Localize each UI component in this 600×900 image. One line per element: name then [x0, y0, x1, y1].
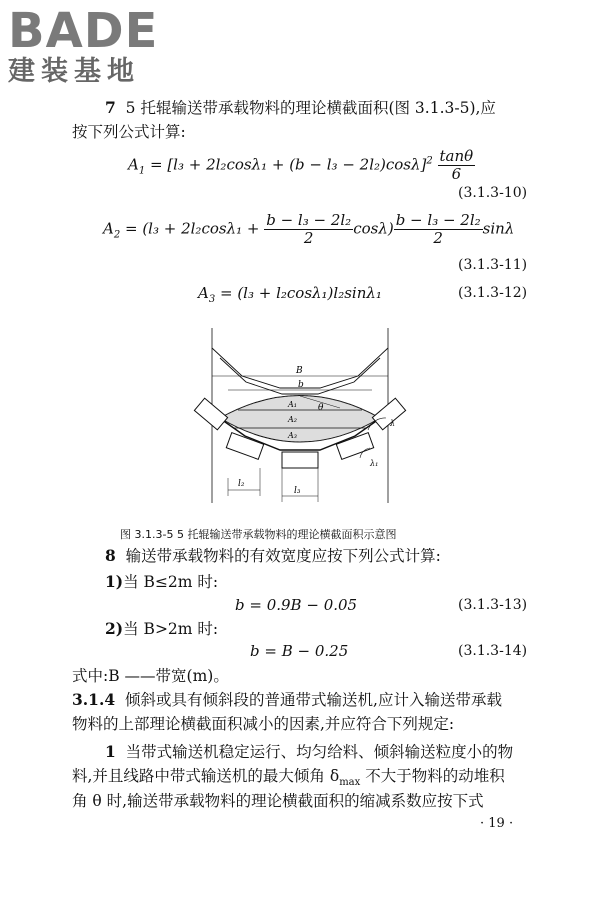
eq11-f2-num: b − l₃ − 2l₂ [395, 211, 481, 229]
eq13-number: (3.1.3-13) [458, 597, 528, 613]
eq14-number: (3.1.3-14) [458, 643, 528, 659]
item1-line3: 角 θ 时,输送带承载物料的理论横截面积的缩减系数应按下式 [72, 792, 484, 810]
eq12-lhs-sub: 3 [208, 294, 216, 305]
page-number: · 19 · [480, 816, 514, 831]
label-lambda: λ [390, 419, 396, 428]
eq10-number: (3.1.3-10) [458, 185, 528, 201]
cond1-text: 当 B≤2m 时: [123, 573, 219, 591]
eq11-f1-num: b − l₃ − 2l₂ [266, 211, 352, 229]
label-A3: A₃ [288, 431, 297, 440]
label-B: B [296, 366, 303, 376]
item8-text: 输送带承载物料的有效宽度应按下列公式计算: [125, 547, 441, 565]
roller-left-outer [194, 398, 227, 430]
eq10-fraction [438, 148, 476, 183]
idler-cross-section-figure [190, 318, 420, 518]
eq11-part1: = (l₃ + 2l₂cosλ₁ + [120, 219, 265, 238]
eq10-body: = [l₃ + 2l₂cosλ₁ + (b − l₃ − 2l₂)cosλ] [145, 155, 427, 174]
eq12-lhs: A [198, 284, 209, 302]
item1-delta-sub: max [339, 777, 361, 789]
eq10-frac-num: tanθ [439, 147, 474, 165]
label-l3: l₃ [294, 486, 301, 496]
eq10-lhs: A [128, 155, 139, 174]
label-b: b [298, 380, 304, 390]
label-theta: θ [318, 403, 324, 413]
item1-number: 1 [105, 742, 116, 761]
eq10-sup: 2 [426, 155, 433, 167]
item7-number: 7 [105, 98, 116, 117]
item8-number: 8 [105, 546, 116, 565]
equation-3-1-3-12 [198, 284, 382, 305]
equation-3-1-3-10 [128, 148, 475, 183]
eq11-f1-den: 2 [303, 229, 314, 247]
item1-text2b: 不大于物料的动堆积 [360, 767, 505, 785]
item8-line [105, 545, 441, 567]
item1-text1: 当带式输送机稳定运行、均匀给料、倾斜输送粒度小的物 [125, 743, 514, 761]
eq11-number: (3.1.3-11) [458, 257, 528, 273]
eq10-lhs-sub: 1 [138, 165, 146, 177]
condition-2 [105, 618, 218, 640]
eq12-number: (3.1.3-12) [458, 285, 528, 301]
eq10-frac-den: 6 [451, 165, 462, 183]
equation-3-1-3-14: b = B − 0.25 [250, 642, 349, 660]
brand-logo [8, 3, 178, 88]
condition-1 [105, 571, 218, 593]
logo-subtitle: 建装基地 [8, 56, 140, 87]
section-3-1-4-text1: 倾斜或具有倾斜段的普通带式输送机,应计入输送带承载 [125, 691, 502, 709]
section-3-1-4-line2: 物料的上部理论横截面积减小的因素,并应符合下列规定: [72, 715, 455, 733]
eq11-part3: sinλ [482, 219, 515, 238]
logo-wordmark: BADE [8, 3, 159, 59]
item7-line1 [105, 97, 496, 119]
eq11-part2: cosλ) [353, 219, 394, 238]
roller-center [282, 452, 318, 468]
label-l2: l₂ [238, 479, 245, 489]
cond2-text: 当 B>2m 时: [123, 620, 219, 638]
roller-right-outer [372, 398, 405, 430]
figure-caption: 图 3.1.3-5 5 托辊输送带承载物料的理论横截面积示意图 [120, 528, 397, 541]
cond2-label: 2) [105, 619, 124, 638]
section-3-1-4-number: 3.1.4 [72, 690, 116, 709]
eq11-lhs: A [103, 219, 114, 238]
item7-text: 5 托辊输送带承载物料的理论横截面积(图 3.1.3-5),应 [125, 99, 496, 117]
equation-3-1-3-11 [103, 212, 514, 247]
cond1-label: 1) [105, 572, 124, 591]
equation-3-1-3-13: b = 0.9B − 0.05 [235, 596, 358, 614]
eq11-fraction2 [394, 212, 483, 247]
eq12-body: = (l₃ + l₂cosλ₁)l₂sinλ₁ [215, 284, 382, 302]
section-3-1-4-line1 [72, 689, 502, 711]
label-A1: A₁ [288, 400, 297, 409]
label-A2: A₂ [288, 415, 297, 424]
item1-text2a: 料,并且线路中带式输送机的最大倾角 δ [72, 767, 340, 785]
label-lambda1: λ₁ [370, 459, 379, 468]
item7-line2: 按下列公式计算: [72, 123, 186, 141]
eq11-f2-den: 2 [433, 229, 443, 247]
eq11-fraction1 [264, 212, 353, 247]
where-clause: 式中:B ——带宽(m)。 [72, 667, 229, 685]
eq11-lhs-sub: 2 [113, 229, 121, 241]
item1-line1 [105, 741, 513, 763]
